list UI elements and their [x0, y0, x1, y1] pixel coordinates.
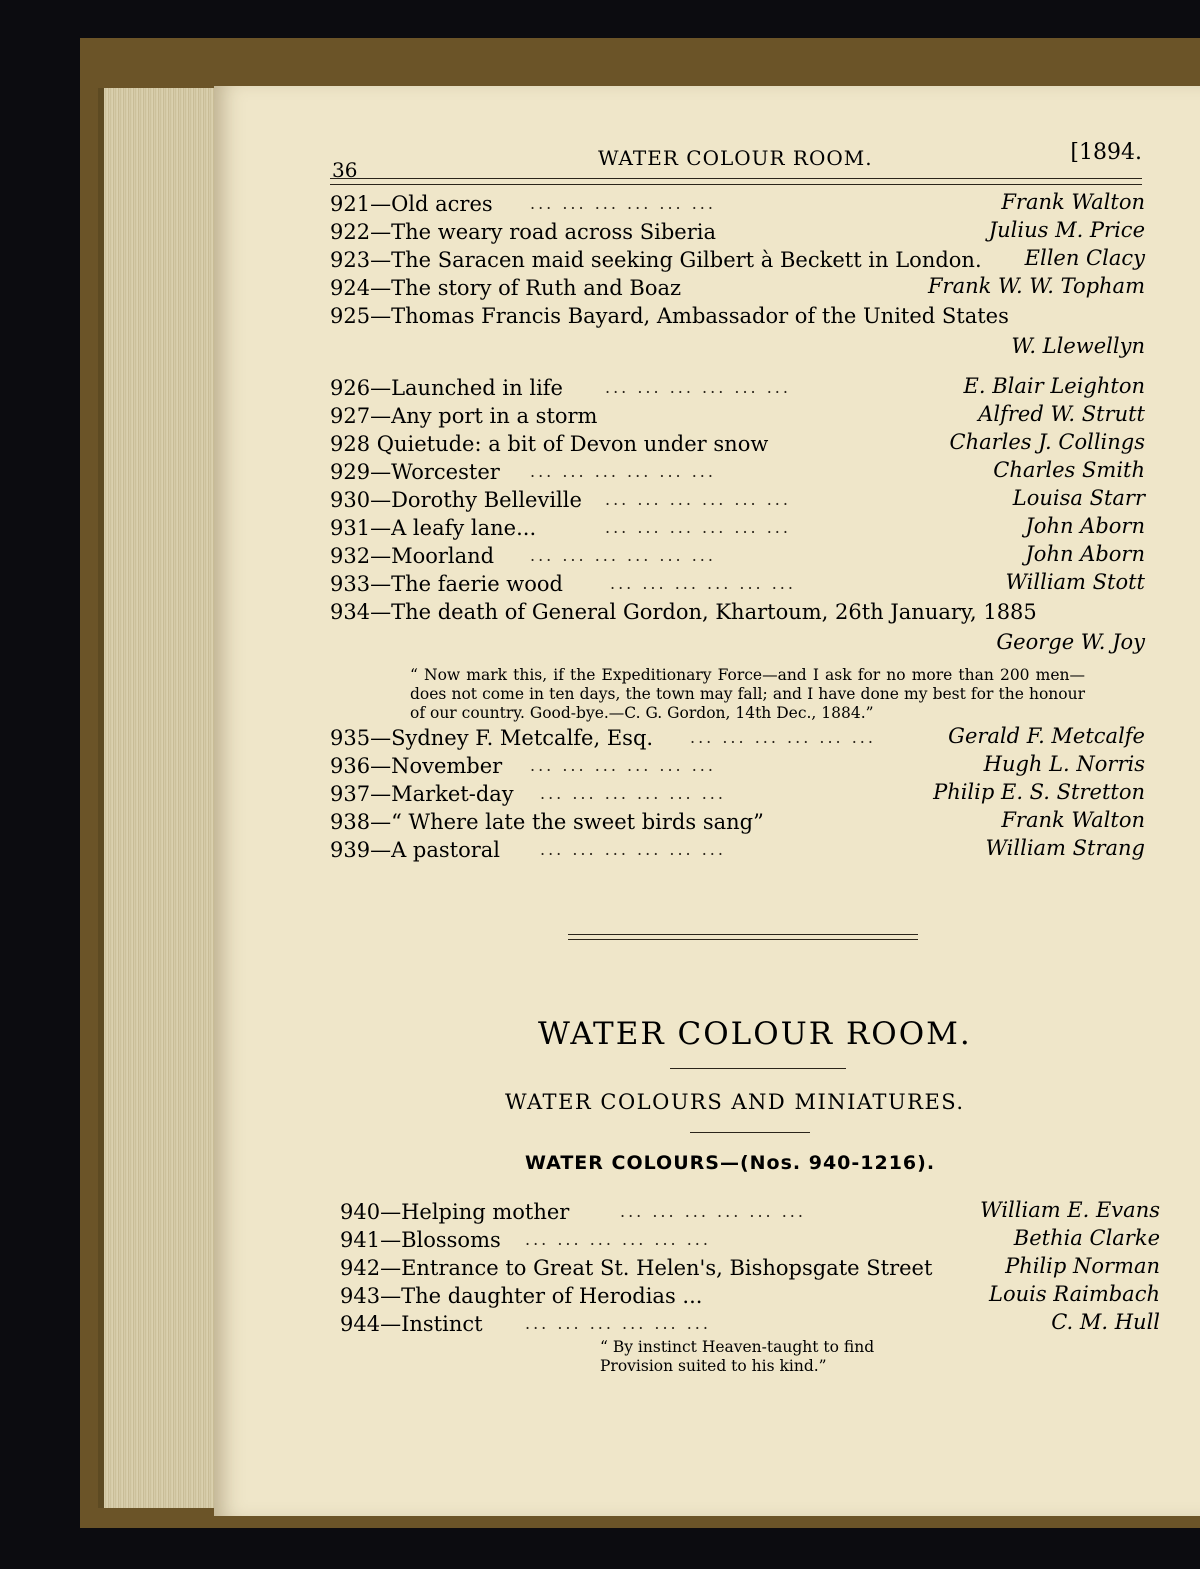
list-item: 939—A pastoral ... ... ... ... ... ... William Strang [330, 836, 1145, 862]
list-item: 931—A leafy lane... ... ... ... ... ... ... John Aborn [330, 514, 1145, 540]
list-item: 934—The death of General Gordon, Khartoum, 26th January, 1885 [330, 600, 1037, 624]
list-item: 929—Worcester ... ... ... ... ... ... Charles Smith [330, 458, 1145, 484]
header-rule [330, 178, 1142, 185]
list-item: 926—Launched in life ... ... ... ... ... ... E. Blair Leighton [330, 374, 1145, 400]
list-item: 933—The faerie wood ... ... ... ... ... ... William Stott [330, 570, 1145, 596]
list-item: 922—The weary road across Siberia Julius M. Price [330, 218, 1145, 244]
subtitle-rule [690, 1132, 810, 1133]
list-item: 942—Entrance to Great St. Helen's, Bishopsgate Street Philip Norman [340, 1254, 1160, 1280]
section-divider [568, 934, 918, 940]
catalogue-list-top [330, 188, 1145, 729]
list-item: 928 Quietude: a bit of Devon under snow Charles J. Collings [330, 430, 1145, 456]
list-item: 940—Helping mother ... ... ... ... ... ... William E. Evans [340, 1198, 1160, 1224]
running-year: [1894. [1070, 140, 1142, 165]
list-item: 921—Old acres ... ... ... ... ... ... Frank Walton [330, 190, 1145, 216]
subsection-title: WATER COLOURS—(Nos. 940-1216). [525, 1152, 936, 1174]
list-item: 930—Dorothy Belleville ... ... ... ... ... ... Louisa Starr [330, 486, 1145, 512]
list-item: 941—Blossoms ... ... ... ... ... ... Bethia Clarke [340, 1226, 1160, 1252]
list-item: 944—Instinct ... ... ... ... ... ... C. M. Hull [340, 1310, 1160, 1336]
list-item: 935—Sydney F. Metcalfe, Esq. ... ... ... ... ... ... Gerald F. Metcalfe [330, 724, 1145, 750]
instinct-quote: “ By instinct Heaven-taught to find Provision suited to his kind.” [600, 1338, 875, 1375]
list-item: 923—The Saracen maid seeking Gilbert à Beckett in London. Ellen Clacy [330, 246, 1145, 272]
list-item-artist: George W. Joy [996, 630, 1145, 654]
list-item: 936—November ... ... ... ... ... ... Hugh L. Norris [330, 752, 1145, 778]
list-item: 932—Moorland ... ... ... ... ... ... John Aborn [330, 542, 1145, 568]
list-item: 927—Any port in a storm Alfred W. Strutt [330, 402, 1145, 428]
title-rule [670, 1068, 846, 1069]
list-item: 937—Market-day ... ... ... ... ... ... Philip E. S. Stretton [330, 780, 1145, 806]
gordon-quote: “ Now mark this, if the Expeditionary Force—and I ask for no more than 200 men—does not come in ten days, the town may fall; and I have done my best for the honour of our country. Good-bye.—C. G. Gordon, 14th Dec., 1884.” [410, 666, 1085, 722]
page-number: 36 [332, 158, 358, 182]
list-item: 938—“ Where late the sweet birds sang” Frank Walton [330, 808, 1145, 834]
catalogue-list-mid [330, 722, 1145, 862]
section-title: WATER COLOUR ROOM. [538, 1016, 972, 1052]
list-item: 925—Thomas Francis Bayard, Ambassador of the United States [330, 304, 1009, 328]
running-head [330, 140, 1142, 180]
section-subtitle: WATER COLOURS AND MINIATURES. [505, 1090, 965, 1114]
list-item: 943—The daughter of Herodias ... Louis Raimbach [340, 1282, 1160, 1308]
running-title: WATER COLOUR ROOM. [598, 146, 873, 170]
list-item-artist: W. Llewellyn [1011, 334, 1145, 358]
list-item: 924—The story of Ruth and Boaz Frank W. W. Topham [330, 274, 1145, 300]
catalogue-list-bottom [340, 1196, 1160, 1376]
